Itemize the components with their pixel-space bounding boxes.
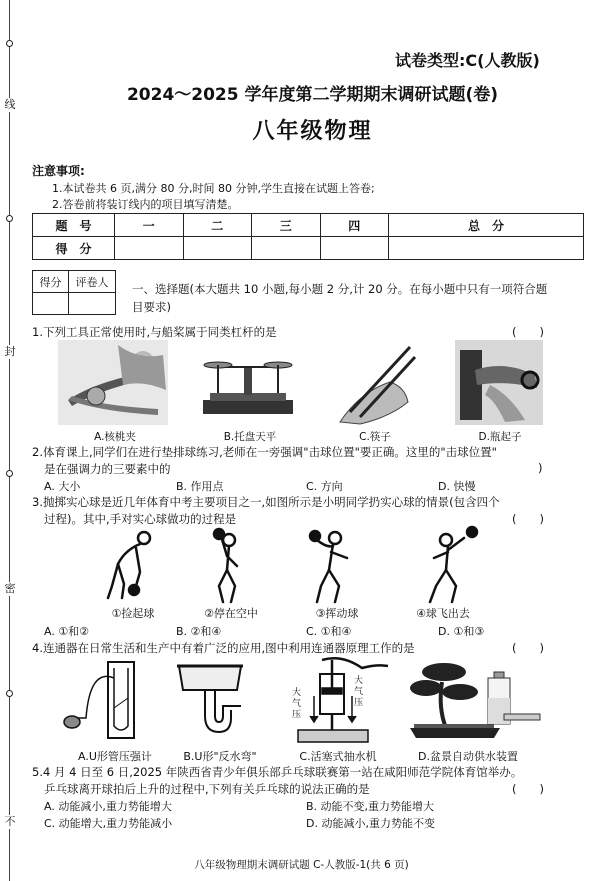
q3-option-d: D. ①和③ <box>438 625 485 638</box>
paper-type: 试卷类型:C(人教版) <box>395 51 540 70</box>
score-header-cell: 题 号 <box>33 214 115 237</box>
bonsai-water-supply-image <box>404 658 546 746</box>
q1-option-d: D.瓶起子 <box>478 431 522 443</box>
q3-caption-4: ④球飞出去 <box>416 607 470 620</box>
q5-stem-cont: 乒乓球离开球拍后上升的过程中,下列有关乒乓球的说法正确的是 <box>44 782 370 796</box>
binding-dot <box>6 690 13 697</box>
grader-name-cell[interactable] <box>69 293 116 315</box>
score-cell[interactable] <box>183 237 252 260</box>
stick-figure-throw <box>420 524 480 604</box>
u-tube-manometer-image <box>60 658 150 743</box>
binding-char: 不 <box>2 815 18 829</box>
score-cell[interactable] <box>115 237 184 260</box>
score-header-cell: 四 <box>320 214 389 237</box>
score-header-cell: 二 <box>183 214 252 237</box>
binding-line <box>9 0 10 881</box>
note-item: 2.答卷前将装订线内的项目填写清楚。 <box>52 198 239 211</box>
nutcracker-image <box>58 340 168 425</box>
q2-option-d: D. 快慢 <box>438 480 476 493</box>
binding-dot <box>6 215 13 222</box>
q5-option-c: C. 动能增大,重力势能减小 <box>44 817 173 830</box>
q2-option-b: B. 作用点 <box>176 480 224 493</box>
q4-answer-paren[interactable]: ( ) <box>512 641 544 655</box>
q4-option-c: C.活塞式抽水机 <box>299 750 377 763</box>
q3-option-c: C. ①和④ <box>306 625 352 638</box>
grader-score-cell[interactable] <box>33 293 69 315</box>
q3-option-a: A. ①和② <box>44 625 90 638</box>
subject-title: 八年级物理 <box>252 119 373 144</box>
grader-table <box>32 270 116 315</box>
q3-caption-3: ③挥动球 <box>315 607 359 620</box>
q5-option-b: B. 动能不变,重力势能增大 <box>306 800 435 813</box>
page-footer: 八年级物理期末调研试题 C-人教版-1(共 6 页) <box>194 859 409 871</box>
score-header-cell: 三 <box>252 214 321 237</box>
score-cell[interactable] <box>320 237 389 260</box>
notes-heading: 注意事项: <box>32 164 85 178</box>
q1-stem: 1.下列工具正常使用时,与船桨属于同类杠杆的是 <box>32 325 277 339</box>
score-cell[interactable] <box>252 237 321 260</box>
piston-pump-image <box>292 656 392 744</box>
balance-scale-image <box>198 345 298 417</box>
q3-answer-paren[interactable]: ( ) <box>512 512 544 526</box>
q5-stem: 5.4 月 4 日至 6 日,2025 年陕西省青少年俱乐部乒乓球联赛第一站在咸阳师范学院体育馆举办。 <box>32 765 523 779</box>
binding-dot <box>6 40 13 47</box>
q1-option-b: B.托盘天平 <box>223 431 277 443</box>
q3-stem: 3.抛掷实心球是近几年体育中考主要项目之一,如图所示是小明同学扔实心球的情景(包含四个 <box>32 495 500 509</box>
atm-pressure-label-right: 大气压 <box>354 676 364 708</box>
score-header-cell: 总 分 <box>389 214 584 237</box>
q1-answer-paren[interactable]: ( ) <box>512 325 544 339</box>
score-header-cell: 一 <box>115 214 184 237</box>
q3-caption-1: ①捡起球 <box>111 607 155 620</box>
stick-figure-hold <box>205 526 250 604</box>
q2-option-a: A. 大小 <box>44 480 81 493</box>
score-cell[interactable] <box>389 237 584 260</box>
q2-stem: 2.体育课上,同学们在进行垫排球练习,老师在一旁强调"击球位置"要正确。这里的"击球位置" <box>32 445 497 459</box>
grader-header-cell: 得分 <box>33 271 69 293</box>
q2-option-c: C. 方向 <box>306 480 343 493</box>
q3-option-b: B. ②和④ <box>176 625 222 638</box>
chopsticks-image <box>330 342 415 424</box>
exam-title: 2024～2025 学年度第二学期期末调研试题(卷) <box>126 85 499 105</box>
q1-option-a: A.核桃夹 <box>94 431 136 443</box>
atm-pressure-label-left: 大气压 <box>292 688 302 720</box>
bottle-opener-image <box>455 340 543 425</box>
q3-stem-cont: 过程)。其中,手对实心球做功的过程是 <box>44 512 237 526</box>
q2-answer-paren[interactable]: ) <box>538 461 543 475</box>
section1-instructions: 一、选择题(本大题共 10 小题,每小题 2 分,计 20 分。在每小题中只有一项符合题目要求) <box>132 282 548 314</box>
stick-figure-swing <box>305 526 357 604</box>
binding-dot <box>6 470 13 477</box>
q5-answer-paren[interactable]: ( ) <box>512 782 544 796</box>
q3-caption-2: ②停在空中 <box>204 607 258 620</box>
grader-header-cell: 评卷人 <box>69 271 116 293</box>
note-item: 1.本试卷共 6 页,满分 80 分,时间 80 分钟,学生直接在试题上答卷; <box>52 182 375 195</box>
stick-figure-pickup <box>100 528 160 600</box>
score-table <box>32 213 584 260</box>
q4-option-b: B.U形"反水弯" <box>183 750 257 763</box>
sink-trap-image <box>175 660 245 744</box>
q5-option-a: A. 动能减小,重力势能增大 <box>44 800 172 813</box>
binding-char: 封 <box>2 345 18 359</box>
binding-char: 密 <box>2 582 18 596</box>
q4-option-a: A.U形管压强计 <box>78 750 152 763</box>
score-row-label: 得 分 <box>33 237 115 260</box>
q2-stem-cont: 是在强调力的三要素中的 <box>44 462 171 476</box>
q5-option-d: D. 动能减小,重力势能不变 <box>306 817 435 830</box>
q4-option-d: D.盆景自动供水装置 <box>418 750 518 763</box>
q4-stem: 4.连通器在日常生活和生产中有着广泛的应用,图中利用连通器原理工作的是 <box>32 641 415 655</box>
q1-option-c: C.筷子 <box>359 431 391 443</box>
binding-char: 线 <box>2 98 18 112</box>
